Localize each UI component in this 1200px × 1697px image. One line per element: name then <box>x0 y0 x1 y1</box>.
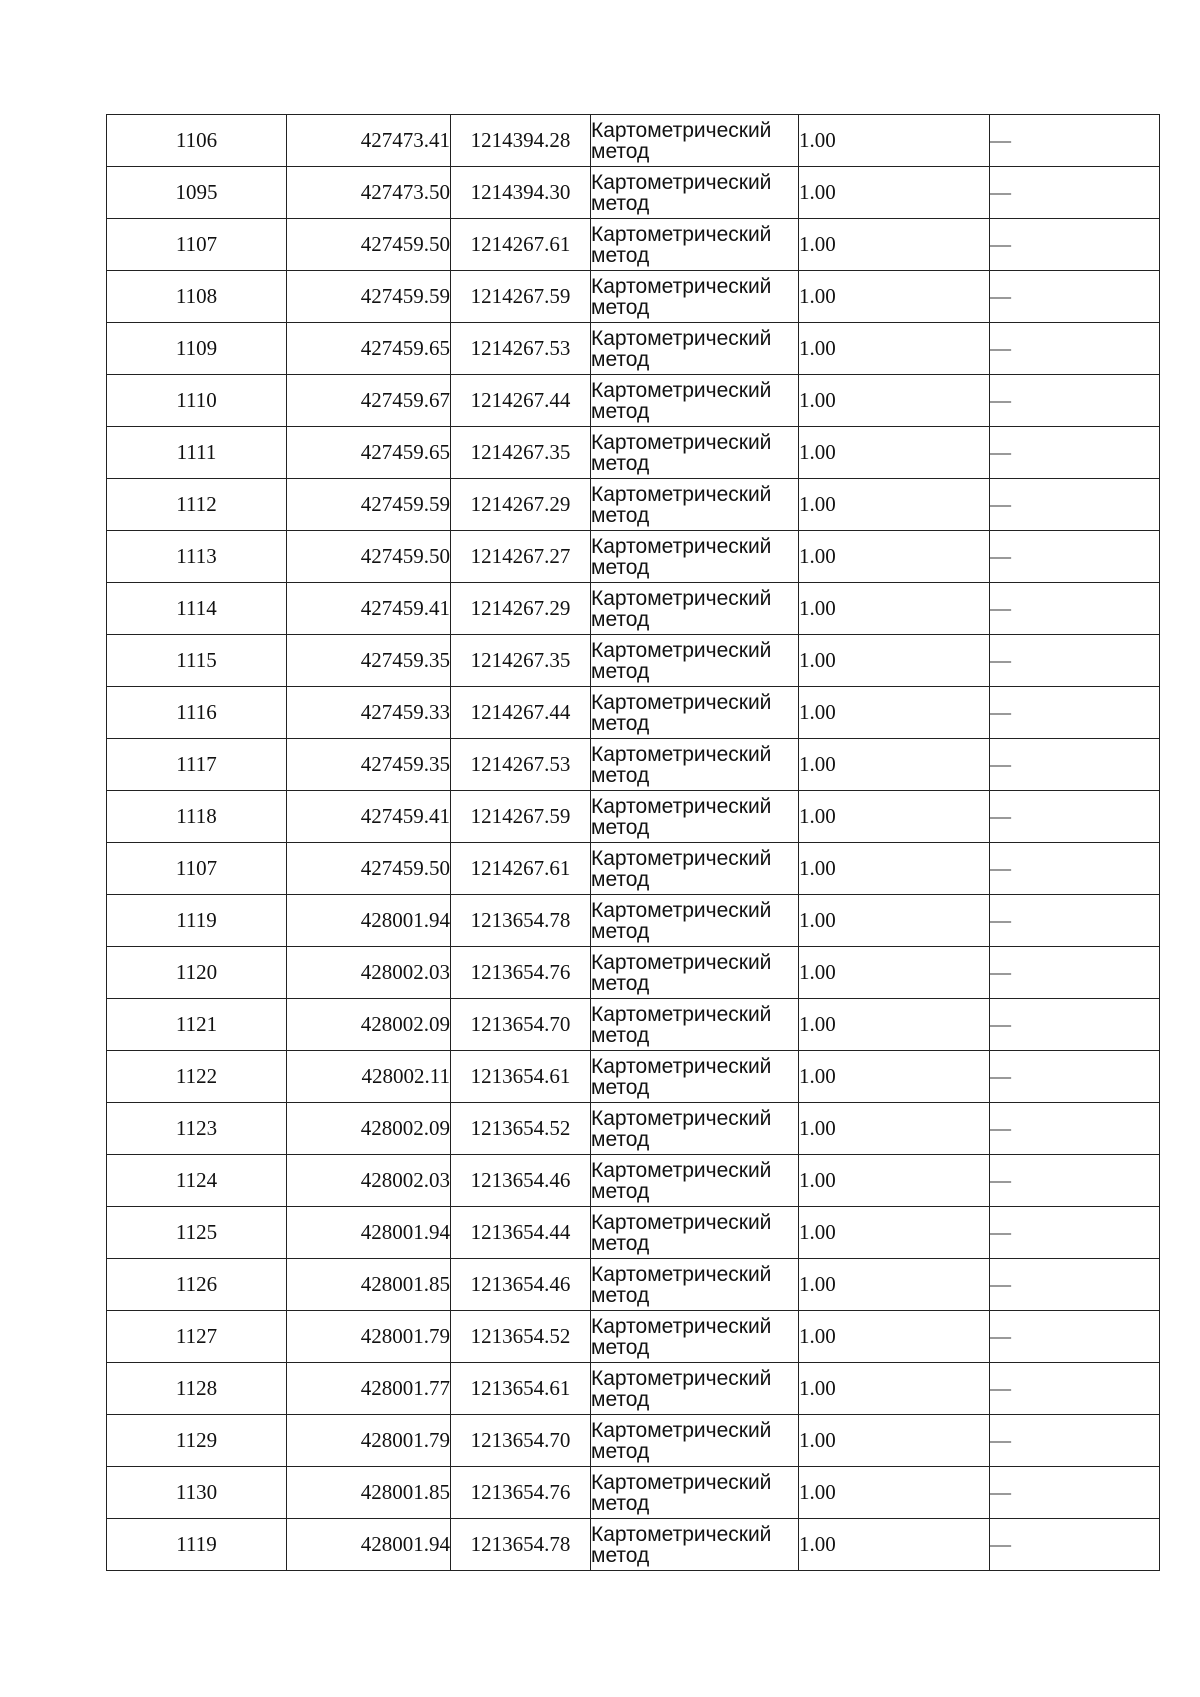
method-line-1: Картометрический <box>591 1002 772 1026</box>
accuracy-cell: 1.00 <box>799 739 990 791</box>
method-line-1: Картометрический <box>591 1106 772 1130</box>
accuracy-cell: 1.00 <box>799 427 990 479</box>
description-value: — <box>990 1220 1011 1244</box>
method-line-2: метод <box>591 1387 650 1411</box>
table-row <box>107 219 1160 271</box>
description-cell <box>990 1051 1160 1103</box>
accuracy-cell: 1.00 <box>799 115 990 167</box>
table-row <box>107 999 1160 1051</box>
description-cell <box>990 427 1160 479</box>
method-cell <box>591 219 799 271</box>
x-coordinate-cell: 428001.85 <box>287 1467 451 1519</box>
accuracy-cell: 1.00 <box>799 1311 990 1363</box>
description-cell <box>990 1311 1160 1363</box>
description-cell <box>990 999 1160 1051</box>
y-coordinate-cell: 1213654.52 <box>451 1103 591 1155</box>
method-line-2: метод <box>591 867 650 891</box>
table-row <box>107 1519 1160 1571</box>
accuracy-cell: 1.00 <box>799 1259 990 1311</box>
description-cell <box>990 323 1160 375</box>
x-coordinate-cell: 427459.41 <box>287 583 451 635</box>
method-cell <box>591 115 799 167</box>
description-value: — <box>990 804 1011 828</box>
x-coordinate-cell: 428001.79 <box>287 1415 451 1467</box>
method-line-1: Картометрический <box>591 950 772 974</box>
method-line-1: Картометрический <box>591 430 772 454</box>
table-row <box>107 687 1160 739</box>
accuracy-cell: 1.00 <box>799 271 990 323</box>
point-number-cell: 1130 <box>107 1467 287 1519</box>
x-coordinate-cell: 427459.59 <box>287 479 451 531</box>
method-line-1: Картометрический <box>591 638 772 662</box>
table-row <box>107 167 1160 219</box>
point-number-cell: 1113 <box>107 531 287 583</box>
method-cell <box>591 1415 799 1467</box>
method-cell <box>591 947 799 999</box>
description-cell <box>990 739 1160 791</box>
method-line-2: метод <box>591 763 650 787</box>
description-value: — <box>990 180 1011 204</box>
table-row <box>107 1155 1160 1207</box>
y-coordinate-cell: 1213654.76 <box>451 947 591 999</box>
method-line-2: метод <box>591 347 650 371</box>
point-number-cell: 1118 <box>107 791 287 843</box>
method-line-2: метод <box>591 1491 650 1515</box>
description-cell <box>990 583 1160 635</box>
point-number-cell: 1111 <box>107 427 287 479</box>
point-number-cell: 1119 <box>107 1519 287 1571</box>
method-cell <box>591 1103 799 1155</box>
method-line-2: метод <box>591 1543 650 1567</box>
x-coordinate-cell: 428002.09 <box>287 999 451 1051</box>
description-value: — <box>990 388 1011 412</box>
method-line-2: метод <box>591 1439 650 1463</box>
description-cell <box>990 1207 1160 1259</box>
method-cell <box>591 1051 799 1103</box>
description-cell <box>990 947 1160 999</box>
x-coordinate-cell: 427459.50 <box>287 843 451 895</box>
method-cell <box>591 271 799 323</box>
description-value: — <box>990 128 1011 152</box>
description-cell <box>990 687 1160 739</box>
x-coordinate-cell: 428002.09 <box>287 1103 451 1155</box>
x-coordinate-cell: 428002.11 <box>287 1051 451 1103</box>
method-cell <box>591 375 799 427</box>
description-value: — <box>990 1272 1011 1296</box>
description-value: — <box>990 700 1011 724</box>
x-coordinate-cell: 427459.41 <box>287 791 451 843</box>
description-cell <box>990 1467 1160 1519</box>
accuracy-cell: 1.00 <box>799 635 990 687</box>
description-value: — <box>990 752 1011 776</box>
table-row <box>107 1363 1160 1415</box>
table-row <box>107 1259 1160 1311</box>
method-line-1: Картометрический <box>591 898 772 922</box>
method-cell <box>591 323 799 375</box>
method-cell <box>591 1519 799 1571</box>
accuracy-cell: 1.00 <box>799 1363 990 1415</box>
table-row <box>107 791 1160 843</box>
point-number-cell: 1126 <box>107 1259 287 1311</box>
method-line-2: метод <box>591 815 650 839</box>
description-cell <box>990 1363 1160 1415</box>
point-number-cell: 1112 <box>107 479 287 531</box>
table-row <box>107 375 1160 427</box>
method-line-2: метод <box>591 1179 650 1203</box>
method-line-1: Картометрический <box>591 378 772 402</box>
description-value: — <box>990 232 1011 256</box>
method-line-1: Картометрический <box>591 482 772 506</box>
description-cell <box>990 167 1160 219</box>
description-value: — <box>990 1012 1011 1036</box>
description-value: — <box>990 544 1011 568</box>
point-number-cell: 1121 <box>107 999 287 1051</box>
y-coordinate-cell: 1213654.70 <box>451 1415 591 1467</box>
y-coordinate-cell: 1213654.46 <box>451 1259 591 1311</box>
point-number-cell: 1125 <box>107 1207 287 1259</box>
x-coordinate-cell: 427459.35 <box>287 635 451 687</box>
accuracy-cell: 1.00 <box>799 1051 990 1103</box>
x-coordinate-cell: 428001.94 <box>287 1207 451 1259</box>
y-coordinate-cell: 1213654.76 <box>451 1467 591 1519</box>
x-coordinate-cell: 428002.03 <box>287 947 451 999</box>
description-value: — <box>990 648 1011 672</box>
description-cell <box>990 1519 1160 1571</box>
method-cell <box>591 1259 799 1311</box>
method-cell <box>591 687 799 739</box>
table-row <box>107 479 1160 531</box>
method-line-2: метод <box>591 1231 650 1255</box>
x-coordinate-cell: 428001.77 <box>287 1363 451 1415</box>
x-coordinate-cell: 428001.94 <box>287 1519 451 1571</box>
table-row <box>107 739 1160 791</box>
description-cell <box>990 479 1160 531</box>
description-cell <box>990 791 1160 843</box>
y-coordinate-cell: 1214267.29 <box>451 583 591 635</box>
y-coordinate-cell: 1214267.53 <box>451 739 591 791</box>
point-number-cell: 1109 <box>107 323 287 375</box>
table-row <box>107 1415 1160 1467</box>
accuracy-cell: 1.00 <box>799 1155 990 1207</box>
method-line-1: Картометрический <box>591 534 772 558</box>
method-line-1: Картометрический <box>591 742 772 766</box>
accuracy-cell: 1.00 <box>799 531 990 583</box>
table-row <box>107 635 1160 687</box>
point-number-cell: 1120 <box>107 947 287 999</box>
method-line-1: Картометрический <box>591 1262 772 1286</box>
description-cell <box>990 843 1160 895</box>
x-coordinate-cell: 428002.03 <box>287 1155 451 1207</box>
x-coordinate-cell: 427473.50 <box>287 167 451 219</box>
method-line-1: Картометрический <box>591 326 772 350</box>
accuracy-cell: 1.00 <box>799 323 990 375</box>
method-cell <box>591 635 799 687</box>
method-line-2: метод <box>591 659 650 683</box>
method-cell <box>591 531 799 583</box>
method-line-1: Картометрический <box>591 1158 772 1182</box>
y-coordinate-cell: 1214267.59 <box>451 791 591 843</box>
x-coordinate-cell: 427459.67 <box>287 375 451 427</box>
method-line-1: Картометрический <box>591 274 772 298</box>
y-coordinate-cell: 1213654.78 <box>451 895 591 947</box>
description-value: — <box>990 1376 1011 1400</box>
table-row <box>107 531 1160 583</box>
table-row <box>107 1103 1160 1155</box>
description-value: — <box>990 284 1011 308</box>
accuracy-cell: 1.00 <box>799 1467 990 1519</box>
x-coordinate-cell: 427473.41 <box>287 115 451 167</box>
table-row <box>107 115 1160 167</box>
method-cell <box>591 479 799 531</box>
y-coordinate-cell: 1214267.44 <box>451 375 591 427</box>
point-number-cell: 1127 <box>107 1311 287 1363</box>
method-cell <box>591 739 799 791</box>
table-row <box>107 1467 1160 1519</box>
accuracy-cell: 1.00 <box>799 1415 990 1467</box>
x-coordinate-cell: 427459.65 <box>287 323 451 375</box>
description-value: — <box>990 596 1011 620</box>
y-coordinate-cell: 1214267.59 <box>451 271 591 323</box>
description-cell <box>990 115 1160 167</box>
point-number-cell: 1117 <box>107 739 287 791</box>
method-line-2: метод <box>591 711 650 735</box>
y-coordinate-cell: 1213654.46 <box>451 1155 591 1207</box>
method-cell <box>591 167 799 219</box>
point-number-cell: 1128 <box>107 1363 287 1415</box>
description-value: — <box>990 336 1011 360</box>
y-coordinate-cell: 1214267.53 <box>451 323 591 375</box>
y-coordinate-cell: 1214267.61 <box>451 219 591 271</box>
point-number-cell: 1129 <box>107 1415 287 1467</box>
accuracy-cell: 1.00 <box>799 687 990 739</box>
method-cell <box>591 1311 799 1363</box>
point-number-cell: 1107 <box>107 843 287 895</box>
description-value: — <box>990 1168 1011 1192</box>
point-number-cell: 1116 <box>107 687 287 739</box>
method-line-1: Картометрический <box>591 1470 772 1494</box>
description-value: — <box>990 1324 1011 1348</box>
accuracy-cell: 1.00 <box>799 1103 990 1155</box>
description-cell <box>990 531 1160 583</box>
y-coordinate-cell: 1213654.52 <box>451 1311 591 1363</box>
coordinates-table-body <box>107 115 1160 1571</box>
y-coordinate-cell: 1214394.28 <box>451 115 591 167</box>
method-line-1: Картометрический <box>591 586 772 610</box>
method-cell <box>591 999 799 1051</box>
accuracy-cell: 1.00 <box>799 1207 990 1259</box>
y-coordinate-cell: 1213654.44 <box>451 1207 591 1259</box>
description-cell <box>990 1103 1160 1155</box>
x-coordinate-cell: 428001.79 <box>287 1311 451 1363</box>
method-line-1: Картометрический <box>591 118 772 142</box>
x-coordinate-cell: 428001.85 <box>287 1259 451 1311</box>
point-number-cell: 1108 <box>107 271 287 323</box>
method-cell <box>591 1467 799 1519</box>
table-row <box>107 271 1160 323</box>
description-value: — <box>990 1480 1011 1504</box>
description-value: — <box>990 960 1011 984</box>
description-value: — <box>990 908 1011 932</box>
point-number-cell: 1124 <box>107 1155 287 1207</box>
method-line-2: метод <box>591 1127 650 1151</box>
point-number-cell: 1123 <box>107 1103 287 1155</box>
method-line-1: Картометрический <box>591 1314 772 1338</box>
x-coordinate-cell: 427459.50 <box>287 531 451 583</box>
point-number-cell: 1095 <box>107 167 287 219</box>
accuracy-cell: 1.00 <box>799 895 990 947</box>
accuracy-cell: 1.00 <box>799 167 990 219</box>
point-number-cell: 1119 <box>107 895 287 947</box>
method-cell <box>591 1207 799 1259</box>
method-cell <box>591 1155 799 1207</box>
method-line-2: метод <box>591 919 650 943</box>
method-line-1: Картометрический <box>591 690 772 714</box>
description-value: — <box>990 1532 1011 1556</box>
method-line-2: метод <box>591 971 650 995</box>
x-coordinate-cell: 428001.94 <box>287 895 451 947</box>
x-coordinate-cell: 427459.33 <box>287 687 451 739</box>
method-line-1: Картометрический <box>591 222 772 246</box>
method-line-2: метод <box>591 1075 650 1099</box>
accuracy-cell: 1.00 <box>799 583 990 635</box>
method-line-2: метод <box>591 607 650 631</box>
x-coordinate-cell: 427459.59 <box>287 271 451 323</box>
method-cell <box>591 843 799 895</box>
description-value: — <box>990 1116 1011 1140</box>
accuracy-cell: 1.00 <box>799 219 990 271</box>
table-row <box>107 1311 1160 1363</box>
method-line-2: метод <box>591 1335 650 1359</box>
table-row <box>107 1207 1160 1259</box>
y-coordinate-cell: 1214267.29 <box>451 479 591 531</box>
point-number-cell: 1115 <box>107 635 287 687</box>
x-coordinate-cell: 427459.65 <box>287 427 451 479</box>
method-cell <box>591 1363 799 1415</box>
y-coordinate-cell: 1214267.44 <box>451 687 591 739</box>
method-line-1: Картометрический <box>591 1054 772 1078</box>
x-coordinate-cell: 427459.50 <box>287 219 451 271</box>
point-number-cell: 1114 <box>107 583 287 635</box>
description-value: — <box>990 1064 1011 1088</box>
description-cell <box>990 1259 1160 1311</box>
table-row <box>107 323 1160 375</box>
point-number-cell: 1110 <box>107 375 287 427</box>
method-line-2: метод <box>591 399 650 423</box>
y-coordinate-cell: 1213654.61 <box>451 1051 591 1103</box>
method-line-1: Картометрический <box>591 1366 772 1390</box>
accuracy-cell: 1.00 <box>799 843 990 895</box>
method-line-2: метод <box>591 503 650 527</box>
description-cell <box>990 895 1160 947</box>
method-line-1: Картометрический <box>591 794 772 818</box>
y-coordinate-cell: 1214267.35 <box>451 635 591 687</box>
method-line-2: метод <box>591 1283 650 1307</box>
y-coordinate-cell: 1214267.35 <box>451 427 591 479</box>
table-row <box>107 583 1160 635</box>
y-coordinate-cell: 1214267.61 <box>451 843 591 895</box>
table-row <box>107 427 1160 479</box>
method-line-2: метод <box>591 295 650 319</box>
method-cell <box>591 895 799 947</box>
accuracy-cell: 1.00 <box>799 375 990 427</box>
description-cell <box>990 1415 1160 1467</box>
y-coordinate-cell: 1214394.30 <box>451 167 591 219</box>
accuracy-cell: 1.00 <box>799 479 990 531</box>
description-cell <box>990 635 1160 687</box>
y-coordinate-cell: 1213654.78 <box>451 1519 591 1571</box>
y-coordinate-cell: 1213654.70 <box>451 999 591 1051</box>
description-value: — <box>990 440 1011 464</box>
method-line-2: метод <box>591 139 650 163</box>
y-coordinate-cell: 1214267.27 <box>451 531 591 583</box>
method-line-1: Картометрический <box>591 1522 772 1546</box>
y-coordinate-cell: 1213654.61 <box>451 1363 591 1415</box>
x-coordinate-cell: 427459.35 <box>287 739 451 791</box>
method-line-2: метод <box>591 451 650 475</box>
point-number-cell: 1106 <box>107 115 287 167</box>
description-cell <box>990 219 1160 271</box>
accuracy-cell: 1.00 <box>799 1519 990 1571</box>
table-row <box>107 947 1160 999</box>
description-value: — <box>990 1428 1011 1452</box>
method-line-1: Картометрический <box>591 1210 772 1234</box>
description-value: — <box>990 492 1011 516</box>
accuracy-cell: 1.00 <box>799 947 990 999</box>
method-line-2: метод <box>591 555 650 579</box>
description-cell <box>990 1155 1160 1207</box>
method-line-2: метод <box>591 191 650 215</box>
accuracy-cell: 1.00 <box>799 999 990 1051</box>
method-line-2: метод <box>591 243 650 267</box>
coordinates-table <box>106 114 1160 1571</box>
description-value: — <box>990 856 1011 880</box>
method-cell <box>591 427 799 479</box>
method-line-2: метод <box>591 1023 650 1047</box>
method-line-1: Картометрический <box>591 846 772 870</box>
accuracy-cell: 1.00 <box>799 791 990 843</box>
method-cell <box>591 583 799 635</box>
table-row <box>107 895 1160 947</box>
table-row <box>107 1051 1160 1103</box>
method-line-1: Картометрический <box>591 170 772 194</box>
description-cell <box>990 271 1160 323</box>
method-cell <box>591 791 799 843</box>
point-number-cell: 1107 <box>107 219 287 271</box>
point-number-cell: 1122 <box>107 1051 287 1103</box>
description-cell <box>990 375 1160 427</box>
table-row <box>107 843 1160 895</box>
method-line-1: Картометрический <box>591 1418 772 1442</box>
